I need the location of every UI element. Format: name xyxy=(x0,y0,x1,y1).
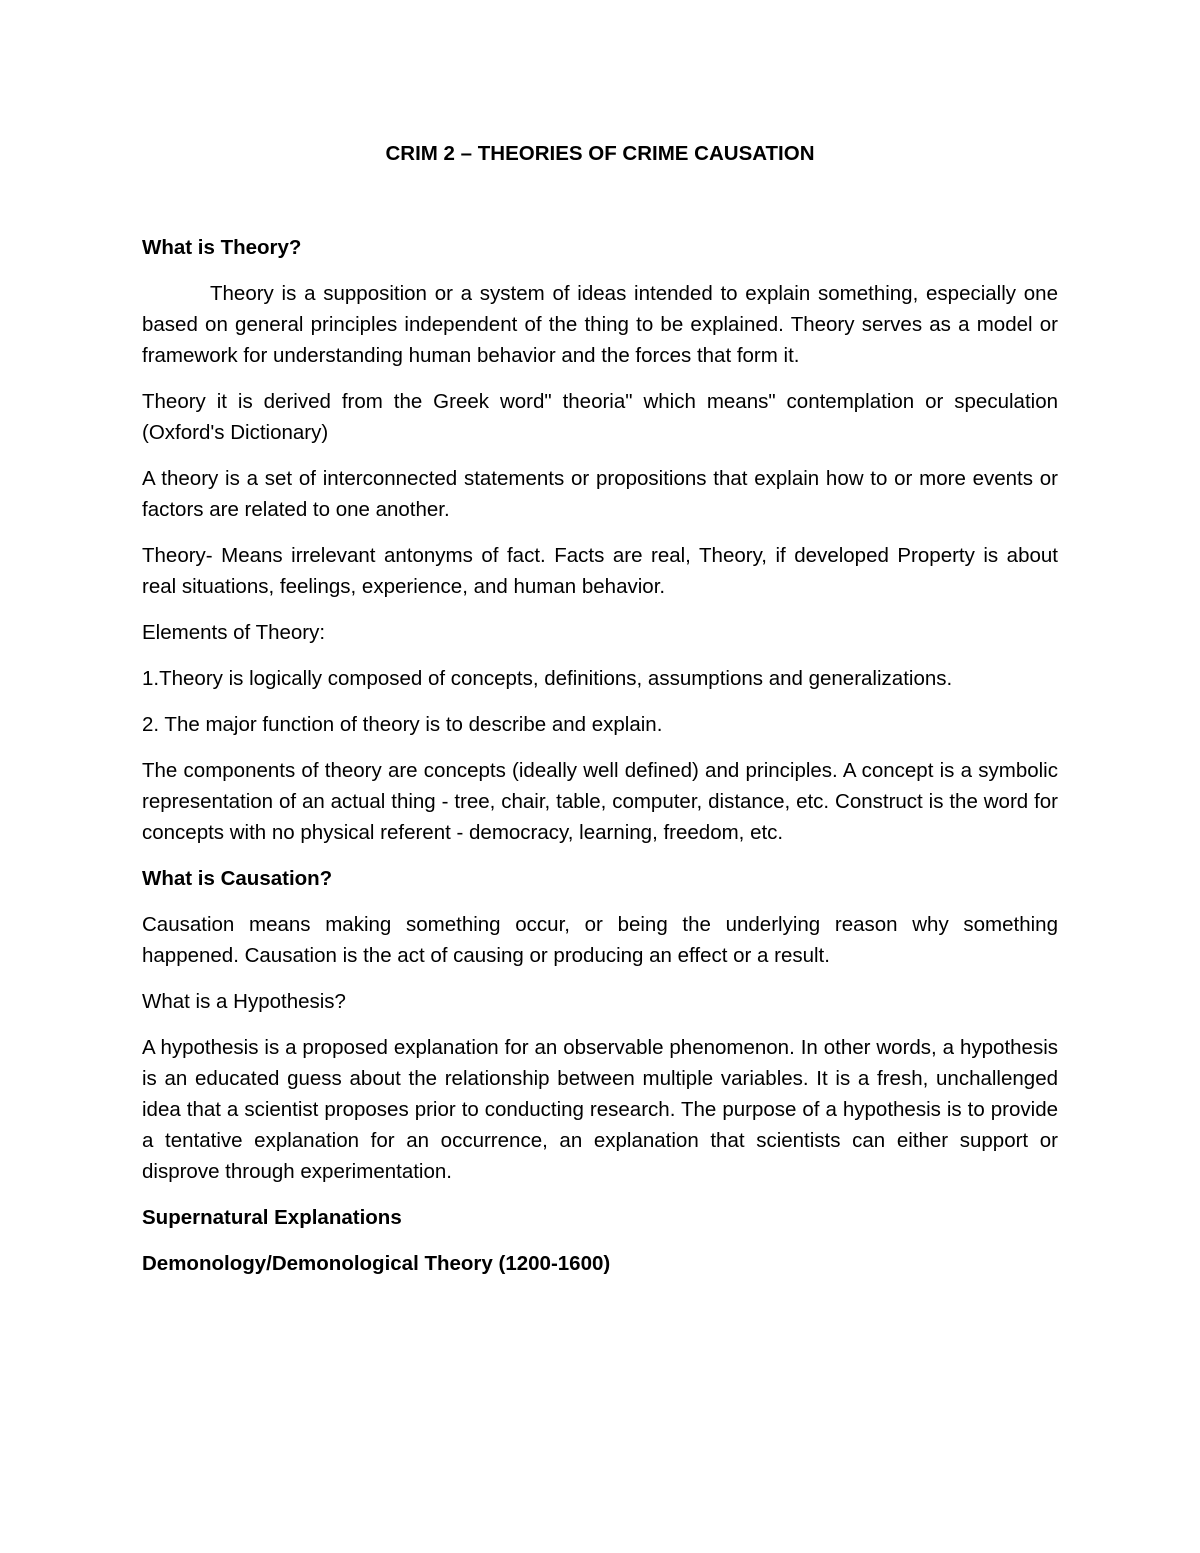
element-item-1: 1.Theory is logically composed of concepts, definitions, assumptions and generalizations. xyxy=(142,667,953,690)
document-title: CRIM 2 – THEORIES OF CRIME CAUSATION xyxy=(385,142,815,165)
heading-supernatural-explanations: Supernatural Explanations xyxy=(142,1206,402,1229)
paragraph-theory-fact: Theory- Means irrelevant antonyms of fact. Facts are real, Theory, if developed Property is about real situations, feelings, experience, and human behavior. xyxy=(142,544,1058,598)
paragraph-causation: Causation means making something occur, or being the underlying reason why something happened. Causation is the act of causing or producing an effect or a result. xyxy=(142,913,1058,967)
paragraph-theory-definition: Theory is a supposition or a system of ideas intended to explain something, especially one based on general principles independent of the thing to be explained. Theory serves as a model or framework for understanding human behavior and the forces that form it. xyxy=(142,282,1058,367)
heading-demonology: Demonology/Demonological Theory (1200-1600) xyxy=(142,1252,611,1275)
elements-of-theory-label: Elements of Theory: xyxy=(142,621,326,644)
heading-what-is-theory: What is Theory? xyxy=(142,236,302,259)
hypothesis-label: What is a Hypothesis? xyxy=(142,990,346,1013)
heading-what-is-causation: What is Causation? xyxy=(142,867,333,890)
document-page xyxy=(142,138,1058,1294)
paragraph-theory-statements: A theory is a set of interconnected statements or propositions that explain how to or more events or factors are related to one another. xyxy=(142,467,1058,521)
paragraph-hypothesis: A hypothesis is a proposed explanation for an observable phenomenon. In other words, a hypothesis is an educated guess about the relationship between multiple variables. It is a fresh, unchallenged idea that a scientist proposes prior to conducting research. The purpose of a hypothesis is to provide a tentative explanation for an occurrence, an explanation that scientists can either support or disprove through experimentation. xyxy=(142,1036,1058,1183)
element-item-2: 2. The major function of theory is to describe and explain. xyxy=(142,713,663,736)
paragraph-theory-origin: Theory it is derived from the Greek word" theoria" which means" contemplation or speculation (Oxford's Dictionary) xyxy=(142,390,1058,444)
paragraph-components: The components of theory are concepts (ideally well defined) and principles. A concept is a symbolic representation of an actual thing - tree, chair, table, computer, distance, etc. Construct is the word for concepts with no physical referent - democracy, learning, freedom, etc. xyxy=(142,759,1058,844)
